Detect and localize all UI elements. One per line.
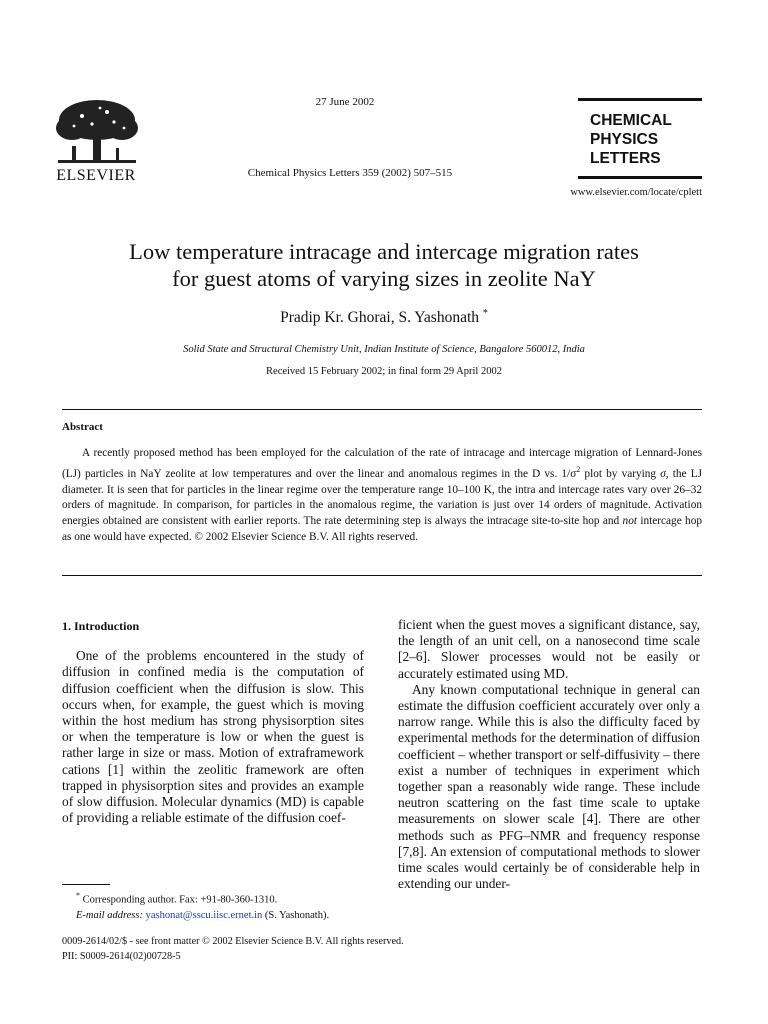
abstract-text-part: , the LJ diameter. It is seen that for particles in the linear regime over the temperature range 10–100 K, the intra and intercage rates vary over 26–32 orders of magnitude. In comparison, for particles in the anomalous regime, the variation is just over 14 orders of magnitude. Activation energies obtained are consistent with earlier reports. The rate determining step is always the intracage site-to-site hop and <box>62 467 702 528</box>
abstract-bottom-rule <box>62 575 702 576</box>
footnote-corresponding <box>62 888 372 908</box>
footnote <box>62 888 372 923</box>
journal-masthead <box>578 98 702 179</box>
abstract-top-rule <box>62 409 702 410</box>
abstract-text <box>62 446 702 546</box>
author-affiliation: Solid State and Structural Chemistry Unit, Indian Institute of Science, Bangalore 560012, India <box>183 344 585 355</box>
author-names: Pradip Kr. Ghorai, S. Yashonath <box>280 309 480 327</box>
footnote-mark: * <box>76 891 80 900</box>
email-label: E-mail address: <box>76 909 143 921</box>
copyright-line: 0009-2614/02/$ - see front matter © 2002 Elsevier Science B.V. All rights reserved. <box>62 936 404 947</box>
masthead-rule-top <box>578 98 702 101</box>
abstract-text-part: plot by varying <box>580 467 661 480</box>
abstract-text-part: intercage hop as one would have expected. © 2002 Elsevier Science B.V. All rights reserved. <box>62 515 702 544</box>
abstract-emphasis: not <box>622 515 637 528</box>
body-paragraph: One of the problems encountered in the study of diffusion in confined media is the computation of diffusion coefficient when the diffusion is slow. This occurs when, for example, the guest which is moving within the host medium has strong physisorption sites or when the temperature is low or when the guest is rather large in size or mass. Motion of extraframework cations [1] within the zeolitic framework are often trapped in physisorption sites and provides an example of slow diffusion. Molecular dynamics (MD) is capable of providing a reliable estimate of the diffusion coef- <box>62 648 364 826</box>
body-column-right <box>398 617 700 892</box>
section-heading-introduction: 1. Introduction <box>62 619 140 633</box>
journal-citation: Chemical Physics Letters 359 (2002) 507–515 <box>247 167 453 179</box>
abstract-text-part: A recently proposed method has been employed for the calculation of the rate of intracage and intercage migration of Lennard-Jones (LJ) particles in NaY zeolite at low temperatures and over the linear and anomalous regimes in the D vs. 1/σ <box>62 447 702 480</box>
abstract-sigma-symbol: σ <box>660 467 666 480</box>
footnote-email <box>62 908 372 923</box>
masthead-rule-bottom <box>578 176 702 179</box>
issue-date: 27 June 2002 <box>315 96 375 108</box>
email-link[interactable]: yashonat@sscu.iisc.ernet.in <box>145 909 263 921</box>
received-dates: Received 15 February 2002; in final form 29 April 2002 <box>266 366 502 377</box>
corresponding-author-mark[interactable]: * <box>482 308 488 319</box>
body-paragraph: ficient when the guest moves a significant distance, say, the length of an unit cell, on a nanosecond time scale [2–6]. Slower processes would not be easily or accurately estimated using MD. <box>398 617 700 681</box>
journal-url-link[interactable]: www.elsevier.com/locate/cplett <box>570 187 702 198</box>
pii-line: PII: S0009-2614(02)00728-5 <box>62 951 181 962</box>
abstract-superscript: 2 <box>576 464 581 474</box>
footnote-corresponding-text: Corresponding author. Fax: +91-80-360-1310. <box>82 894 278 906</box>
body-paragraph: Any known computational technique in general can estimate the diffusion coefficient accurately over only a narrow range. While this is also the difficulty faced by experimental methods for the determination of diffusion coefficient – whether transport or self-diffusivity – there exist a number of techniques in experiment which together span a reasonably wide range. These include neutron scattering on the fast time scale to uptake measurements on slower scale [4]. There are other methods such as PFG–NMR and frequency response [7,8]. An extension of computational methods to slower time scales would certainly be of considerable help in extending our under- <box>398 681 700 892</box>
publisher-name: ELSEVIER <box>56 167 136 184</box>
article-title: Low temperature intracage and intercage migration rates for guest atoms of varying sizes in zeolite NaY <box>129 239 639 291</box>
journal-name: CHEMICAL PHYSICS LETTERS <box>590 112 672 167</box>
footnote-rule <box>62 884 110 885</box>
abstract-heading: Abstract <box>62 421 103 433</box>
email-owner: (S. Yashonath). <box>264 909 330 921</box>
article-authors <box>60 308 708 327</box>
front-matter <box>62 934 522 964</box>
body-column-left <box>62 618 364 826</box>
